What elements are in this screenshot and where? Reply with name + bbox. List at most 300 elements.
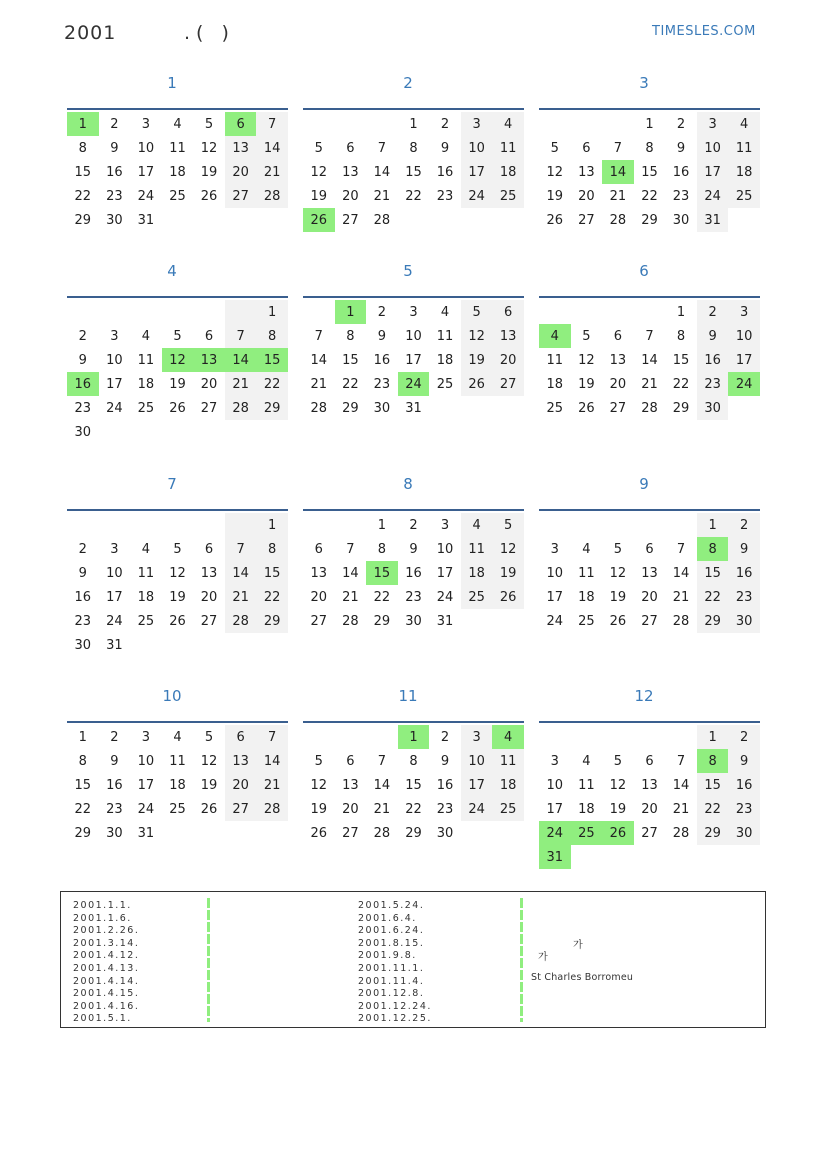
day-cell: 13 xyxy=(225,749,257,773)
day-cell: 15 xyxy=(641,164,658,180)
day-cell: 17 xyxy=(461,773,493,797)
empty-cell xyxy=(67,300,99,324)
empty-cell xyxy=(67,513,99,537)
holiday-day-cell: 24 xyxy=(728,372,760,396)
day-cell: 27 xyxy=(609,400,627,416)
empty-cell xyxy=(539,513,571,537)
day-cell: 29 xyxy=(74,212,92,228)
day-cell: 20 xyxy=(492,348,524,372)
day-cell: 19 xyxy=(609,589,627,605)
day-cell: 21 xyxy=(373,188,391,204)
day-cell: 22 xyxy=(342,376,359,392)
day-cell: 21 xyxy=(373,801,391,817)
month-rule xyxy=(303,509,524,511)
day-cell: 17 xyxy=(106,589,123,605)
day-cell: 23 xyxy=(436,188,454,204)
holiday-day-cell: 14 xyxy=(225,348,257,372)
day-cell: 29 xyxy=(641,212,658,228)
legend-date: 2001.5.24. xyxy=(358,900,425,911)
month-rule xyxy=(539,721,760,723)
day-cell: 21 xyxy=(256,160,288,184)
legend-date: 2001.1.6. xyxy=(73,912,132,924)
day-cell: 28 xyxy=(641,400,658,416)
day-cell: 18 xyxy=(728,160,760,184)
day-cell: 5 xyxy=(173,328,182,344)
day-cell: 19 xyxy=(200,777,218,793)
day-cell: 26 xyxy=(546,212,564,228)
empty-cell xyxy=(571,112,603,136)
day-cell: 18 xyxy=(169,164,186,180)
day-cell: 27 xyxy=(641,613,658,629)
day-cell: 2 xyxy=(676,116,686,132)
day-cell: 12 xyxy=(169,565,186,581)
day-cell: 13 xyxy=(609,352,627,368)
day-cell: 18 xyxy=(169,777,186,793)
day-cell: 4 xyxy=(141,541,151,557)
day-cell: 7 xyxy=(346,541,355,557)
day-cell: 11 xyxy=(461,537,493,561)
holiday-day-cell: 12 xyxy=(162,348,194,372)
day-cell: 27 xyxy=(200,613,218,629)
day-cell: 26 xyxy=(461,372,493,396)
empty-cell xyxy=(571,300,603,324)
day-cell: 28 xyxy=(225,609,257,633)
month-title: 4 xyxy=(167,262,177,280)
day-cell: 26 xyxy=(200,801,218,817)
day-cell: 1 xyxy=(256,513,288,537)
day-cell: 9 xyxy=(409,541,418,557)
day-cell: 20 xyxy=(200,589,218,605)
day-cell: 24 xyxy=(461,184,493,208)
day-cell: 29 xyxy=(373,613,391,629)
day-cell: 10 xyxy=(546,565,564,581)
day-cell: 16 xyxy=(373,352,391,368)
day-cell: 23 xyxy=(436,801,454,817)
legend-date: 2001.4.13. xyxy=(73,962,140,974)
page-header xyxy=(64,22,235,44)
legend-date: 2001.3.14. xyxy=(73,937,140,949)
day-cell: 15 xyxy=(697,561,729,585)
day-cell: 2 xyxy=(409,517,418,533)
day-cell: 3 xyxy=(461,725,493,749)
day-cell: 26 xyxy=(169,400,186,416)
day-cell: 23 xyxy=(373,376,391,392)
day-cell: 10 xyxy=(436,541,454,557)
day-cell: 30 xyxy=(373,400,391,416)
day-cell: 26 xyxy=(310,825,328,841)
day-cell: 19 xyxy=(492,561,524,585)
day-cell: 19 xyxy=(169,589,186,605)
day-cell: 2 xyxy=(110,116,119,132)
day-cell: 30 xyxy=(697,396,729,420)
day-cell: 7 xyxy=(676,753,686,769)
month-grid xyxy=(303,513,524,633)
day-cell: 23 xyxy=(74,400,92,416)
day-cell: 16 xyxy=(436,777,454,793)
empty-cell xyxy=(665,513,697,537)
day-cell: 9 xyxy=(728,749,760,773)
empty-cell xyxy=(303,112,335,136)
day-cell: 22 xyxy=(373,589,391,605)
day-cell: 21 xyxy=(641,376,658,392)
month-title: 9 xyxy=(639,475,649,493)
day-cell: 13 xyxy=(200,565,218,581)
day-cell: 16 xyxy=(436,164,454,180)
day-cell: 19 xyxy=(310,801,328,817)
day-cell: 21 xyxy=(672,801,690,817)
day-cell: 6 xyxy=(645,753,654,769)
legend-column-2 xyxy=(358,900,432,1026)
day-cell: 25 xyxy=(137,400,155,416)
day-cell: 14 xyxy=(373,164,391,180)
day-cell: 14 xyxy=(672,565,690,581)
day-cell: 18 xyxy=(578,801,595,817)
month-title: 1 xyxy=(167,74,177,92)
empty-cell xyxy=(539,112,571,136)
month-grid xyxy=(539,725,760,869)
day-cell: 16 xyxy=(405,565,422,581)
holiday-day-cell: 1 xyxy=(335,300,367,324)
legend-divider xyxy=(207,898,210,1022)
empty-cell xyxy=(366,112,398,136)
day-cell: 17 xyxy=(728,348,760,372)
day-cell: 6 xyxy=(492,300,524,324)
legend-date: 2001.2.26. xyxy=(73,925,140,937)
day-cell: 7 xyxy=(377,753,387,769)
month-grid xyxy=(539,513,760,633)
day-cell: 5 xyxy=(314,753,323,769)
day-cell: 22 xyxy=(405,801,422,817)
day-cell: 18 xyxy=(137,589,155,605)
day-cell: 22 xyxy=(256,585,288,609)
day-cell: 20 xyxy=(310,589,328,605)
day-cell: 12 xyxy=(578,352,595,368)
legend-date: 2001.6.4. xyxy=(358,912,417,924)
day-cell: 16 xyxy=(106,777,123,793)
day-cell: 7 xyxy=(225,324,257,348)
day-cell: 9 xyxy=(110,140,119,156)
month-rule xyxy=(67,296,288,298)
holiday-day-cell: 24 xyxy=(398,372,430,396)
empty-cell xyxy=(99,300,131,324)
day-cell: 17 xyxy=(697,160,729,184)
day-cell: 30 xyxy=(106,212,123,228)
day-cell: 11 xyxy=(728,136,760,160)
legend-column-1 xyxy=(73,900,139,1026)
day-cell: 11 xyxy=(137,352,155,368)
day-cell: 9 xyxy=(440,753,450,769)
day-cell: 22 xyxy=(256,372,288,396)
day-cell: 10 xyxy=(106,352,123,368)
day-cell: 10 xyxy=(546,777,564,793)
day-cell: 23 xyxy=(672,188,690,204)
day-cell: 18 xyxy=(461,561,493,585)
empty-cell xyxy=(602,725,634,749)
day-cell: 8 xyxy=(409,140,418,156)
day-cell: 11 xyxy=(169,140,186,156)
day-cell: 3 xyxy=(141,116,151,132)
day-cell: 21 xyxy=(256,773,288,797)
day-cell: 13 xyxy=(492,324,524,348)
day-cell: 27 xyxy=(342,825,359,841)
month-title: 5 xyxy=(403,262,413,280)
empty-cell xyxy=(303,725,335,749)
day-cell: 13 xyxy=(342,164,359,180)
empty-cell xyxy=(602,513,634,537)
site-logo[interactable]: TIMESLES.COM xyxy=(652,24,756,39)
day-cell: 11 xyxy=(578,777,595,793)
day-cell: 11 xyxy=(137,565,155,581)
day-cell: 7 xyxy=(256,112,288,136)
day-cell: 7 xyxy=(377,140,387,156)
day-cell: 26 xyxy=(169,613,186,629)
day-cell: 22 xyxy=(697,797,729,821)
day-cell: 16 xyxy=(728,561,760,585)
day-cell: 15 xyxy=(74,164,92,180)
day-cell: 1 xyxy=(697,725,729,749)
day-cell: 22 xyxy=(405,188,422,204)
legend-note: 가 xyxy=(573,940,583,951)
day-cell: 20 xyxy=(641,589,658,605)
day-cell: 27 xyxy=(578,212,595,228)
day-cell: 17 xyxy=(137,777,155,793)
day-cell: 8 xyxy=(676,328,686,344)
month-grid xyxy=(67,513,288,657)
day-cell: 8 xyxy=(409,753,418,769)
month-grid xyxy=(303,725,524,845)
legend-divider xyxy=(520,898,523,1022)
day-cell: 30 xyxy=(74,637,92,653)
day-cell: 28 xyxy=(672,613,690,629)
day-cell: 15 xyxy=(672,352,690,368)
day-cell: 7 xyxy=(645,328,654,344)
day-cell: 3 xyxy=(550,753,559,769)
day-cell: 28 xyxy=(256,184,288,208)
day-cell: 1 xyxy=(409,116,418,132)
day-cell: 30 xyxy=(728,609,760,633)
day-cell: 30 xyxy=(672,212,690,228)
month-grid xyxy=(67,725,288,845)
holiday-day-cell: 26 xyxy=(602,821,634,845)
day-cell: 6 xyxy=(645,541,654,557)
day-cell: 25 xyxy=(169,188,186,204)
day-cell: 18 xyxy=(492,160,524,184)
empty-cell xyxy=(130,513,162,537)
day-cell: 15 xyxy=(74,777,92,793)
day-cell: 26 xyxy=(609,613,627,629)
day-cell: 4 xyxy=(173,729,182,745)
day-cell: 24 xyxy=(106,400,123,416)
empty-cell xyxy=(99,513,131,537)
day-cell: 7 xyxy=(676,541,686,557)
day-cell: 5 xyxy=(204,729,214,745)
month-rule xyxy=(67,721,288,723)
day-cell: 20 xyxy=(609,376,627,392)
empty-cell xyxy=(366,725,398,749)
legend-note: St Charles Borromeu xyxy=(531,972,634,983)
day-cell: 21 xyxy=(225,585,257,609)
empty-cell xyxy=(162,300,194,324)
day-cell: 29 xyxy=(256,396,288,420)
holiday-day-cell: 1 xyxy=(398,725,430,749)
holiday-day-cell: 31 xyxy=(539,845,571,869)
month-title: 2 xyxy=(403,74,413,92)
empty-cell xyxy=(539,725,571,749)
day-cell: 2 xyxy=(697,300,729,324)
day-cell: 29 xyxy=(672,400,690,416)
day-cell: 27 xyxy=(225,797,257,821)
day-cell: 30 xyxy=(106,825,123,841)
day-cell: 1 xyxy=(645,116,654,132)
day-cell: 26 xyxy=(578,400,595,416)
holiday-day-cell: 6 xyxy=(225,112,257,136)
day-cell: 6 xyxy=(204,328,214,344)
day-cell: 8 xyxy=(377,541,387,557)
day-cell: 7 xyxy=(256,725,288,749)
day-cell: 9 xyxy=(440,140,450,156)
day-cell: 28 xyxy=(672,825,690,841)
day-cell: 2 xyxy=(377,304,387,320)
day-cell: 1 xyxy=(78,729,87,745)
month-title: 6 xyxy=(639,262,649,280)
holiday-day-cell: 26 xyxy=(303,208,335,232)
day-cell: 3 xyxy=(110,541,119,557)
day-cell: 28 xyxy=(342,613,359,629)
day-cell: 14 xyxy=(256,136,288,160)
day-cell: 2 xyxy=(728,513,760,537)
day-cell: 12 xyxy=(310,164,328,180)
holiday-day-cell: 4 xyxy=(539,324,571,348)
day-cell: 9 xyxy=(728,537,760,561)
day-cell: 24 xyxy=(137,188,155,204)
day-cell: 27 xyxy=(310,613,328,629)
holiday-day-cell: 15 xyxy=(256,348,288,372)
day-cell: 4 xyxy=(440,304,450,320)
month-title: 3 xyxy=(639,74,649,92)
day-cell: 16 xyxy=(106,164,123,180)
day-cell: 22 xyxy=(672,376,690,392)
day-cell: 3 xyxy=(141,729,151,745)
empty-cell xyxy=(193,300,225,324)
day-cell: 14 xyxy=(342,565,359,581)
legend-date: 2001.8.15. xyxy=(358,937,425,949)
day-cell: 3 xyxy=(728,300,760,324)
day-cell: 9 xyxy=(110,753,119,769)
empty-cell xyxy=(602,112,634,136)
month-title: 10 xyxy=(162,687,182,705)
day-cell: 19 xyxy=(578,376,595,392)
day-cell: 5 xyxy=(173,541,182,557)
day-cell: 10 xyxy=(137,753,155,769)
day-cell: 5 xyxy=(492,513,524,537)
empty-cell xyxy=(225,300,257,324)
empty-cell xyxy=(571,725,603,749)
day-cell: 5 xyxy=(461,300,493,324)
day-cell: 14 xyxy=(256,749,288,773)
empty-cell xyxy=(634,725,666,749)
day-cell: 8 xyxy=(78,140,87,156)
day-cell: 29 xyxy=(74,825,92,841)
legend-date: 2001.4.14. xyxy=(73,975,140,987)
month-grid xyxy=(303,300,524,420)
legend-date: 2001.12.24. xyxy=(358,1000,432,1012)
day-cell: 17 xyxy=(461,160,493,184)
day-cell: 31 xyxy=(436,613,454,629)
day-cell: 7 xyxy=(314,328,323,344)
day-cell: 15 xyxy=(405,164,422,180)
holiday-day-cell: 24 xyxy=(539,821,571,845)
month-rule xyxy=(303,721,524,723)
day-cell: 5 xyxy=(550,140,559,156)
day-cell: 14 xyxy=(225,561,257,585)
day-cell: 25 xyxy=(492,184,524,208)
day-cell: 24 xyxy=(436,589,454,605)
day-cell: 22 xyxy=(74,801,92,817)
header-title: .( ) xyxy=(184,22,235,44)
day-cell: 24 xyxy=(546,613,564,629)
holiday-day-cell: 25 xyxy=(571,821,603,845)
day-cell: 13 xyxy=(641,777,658,793)
day-cell: 11 xyxy=(492,136,524,160)
day-cell: 18 xyxy=(137,376,155,392)
day-cell: 27 xyxy=(641,825,658,841)
month-rule xyxy=(303,296,524,298)
day-cell: 3 xyxy=(440,517,450,533)
legend-date: 2001.6.24. xyxy=(358,925,425,937)
day-cell: 27 xyxy=(492,372,524,396)
day-cell: 23 xyxy=(728,797,760,821)
day-cell: 10 xyxy=(697,136,729,160)
day-cell: 10 xyxy=(728,324,760,348)
day-cell: 1 xyxy=(676,304,686,320)
legend-date: 2001.1.1. xyxy=(73,900,132,911)
empty-cell xyxy=(602,300,634,324)
day-cell: 20 xyxy=(342,801,359,817)
day-cell: 21 xyxy=(310,376,328,392)
day-cell: 5 xyxy=(204,116,214,132)
day-cell: 23 xyxy=(106,801,123,817)
day-cell: 12 xyxy=(310,777,328,793)
legend-date: 2001.9.8. xyxy=(358,950,417,962)
empty-cell xyxy=(539,300,571,324)
empty-cell xyxy=(303,513,335,537)
legend-note: 가 xyxy=(538,952,548,963)
day-cell: 12 xyxy=(546,164,564,180)
day-cell: 31 xyxy=(697,208,729,232)
day-cell: 18 xyxy=(436,352,454,368)
day-cell: 6 xyxy=(582,140,591,156)
day-cell: 8 xyxy=(645,140,654,156)
day-cell: 17 xyxy=(546,589,564,605)
month-rule xyxy=(539,108,760,110)
day-cell: 22 xyxy=(74,188,92,204)
month-title: 12 xyxy=(634,687,654,705)
year-label: 2001 xyxy=(64,22,117,44)
day-cell: 9 xyxy=(377,328,387,344)
month-rule xyxy=(539,296,760,298)
day-cell: 3 xyxy=(110,328,119,344)
month-grid xyxy=(539,300,760,420)
day-cell: 30 xyxy=(74,424,92,440)
day-cell: 18 xyxy=(578,589,595,605)
day-cell: 1 xyxy=(697,513,729,537)
day-cell: 4 xyxy=(582,753,591,769)
day-cell: 25 xyxy=(137,613,155,629)
day-cell: 2 xyxy=(440,729,450,745)
empty-cell xyxy=(335,725,367,749)
day-cell: 25 xyxy=(728,184,760,208)
empty-cell xyxy=(303,300,335,324)
